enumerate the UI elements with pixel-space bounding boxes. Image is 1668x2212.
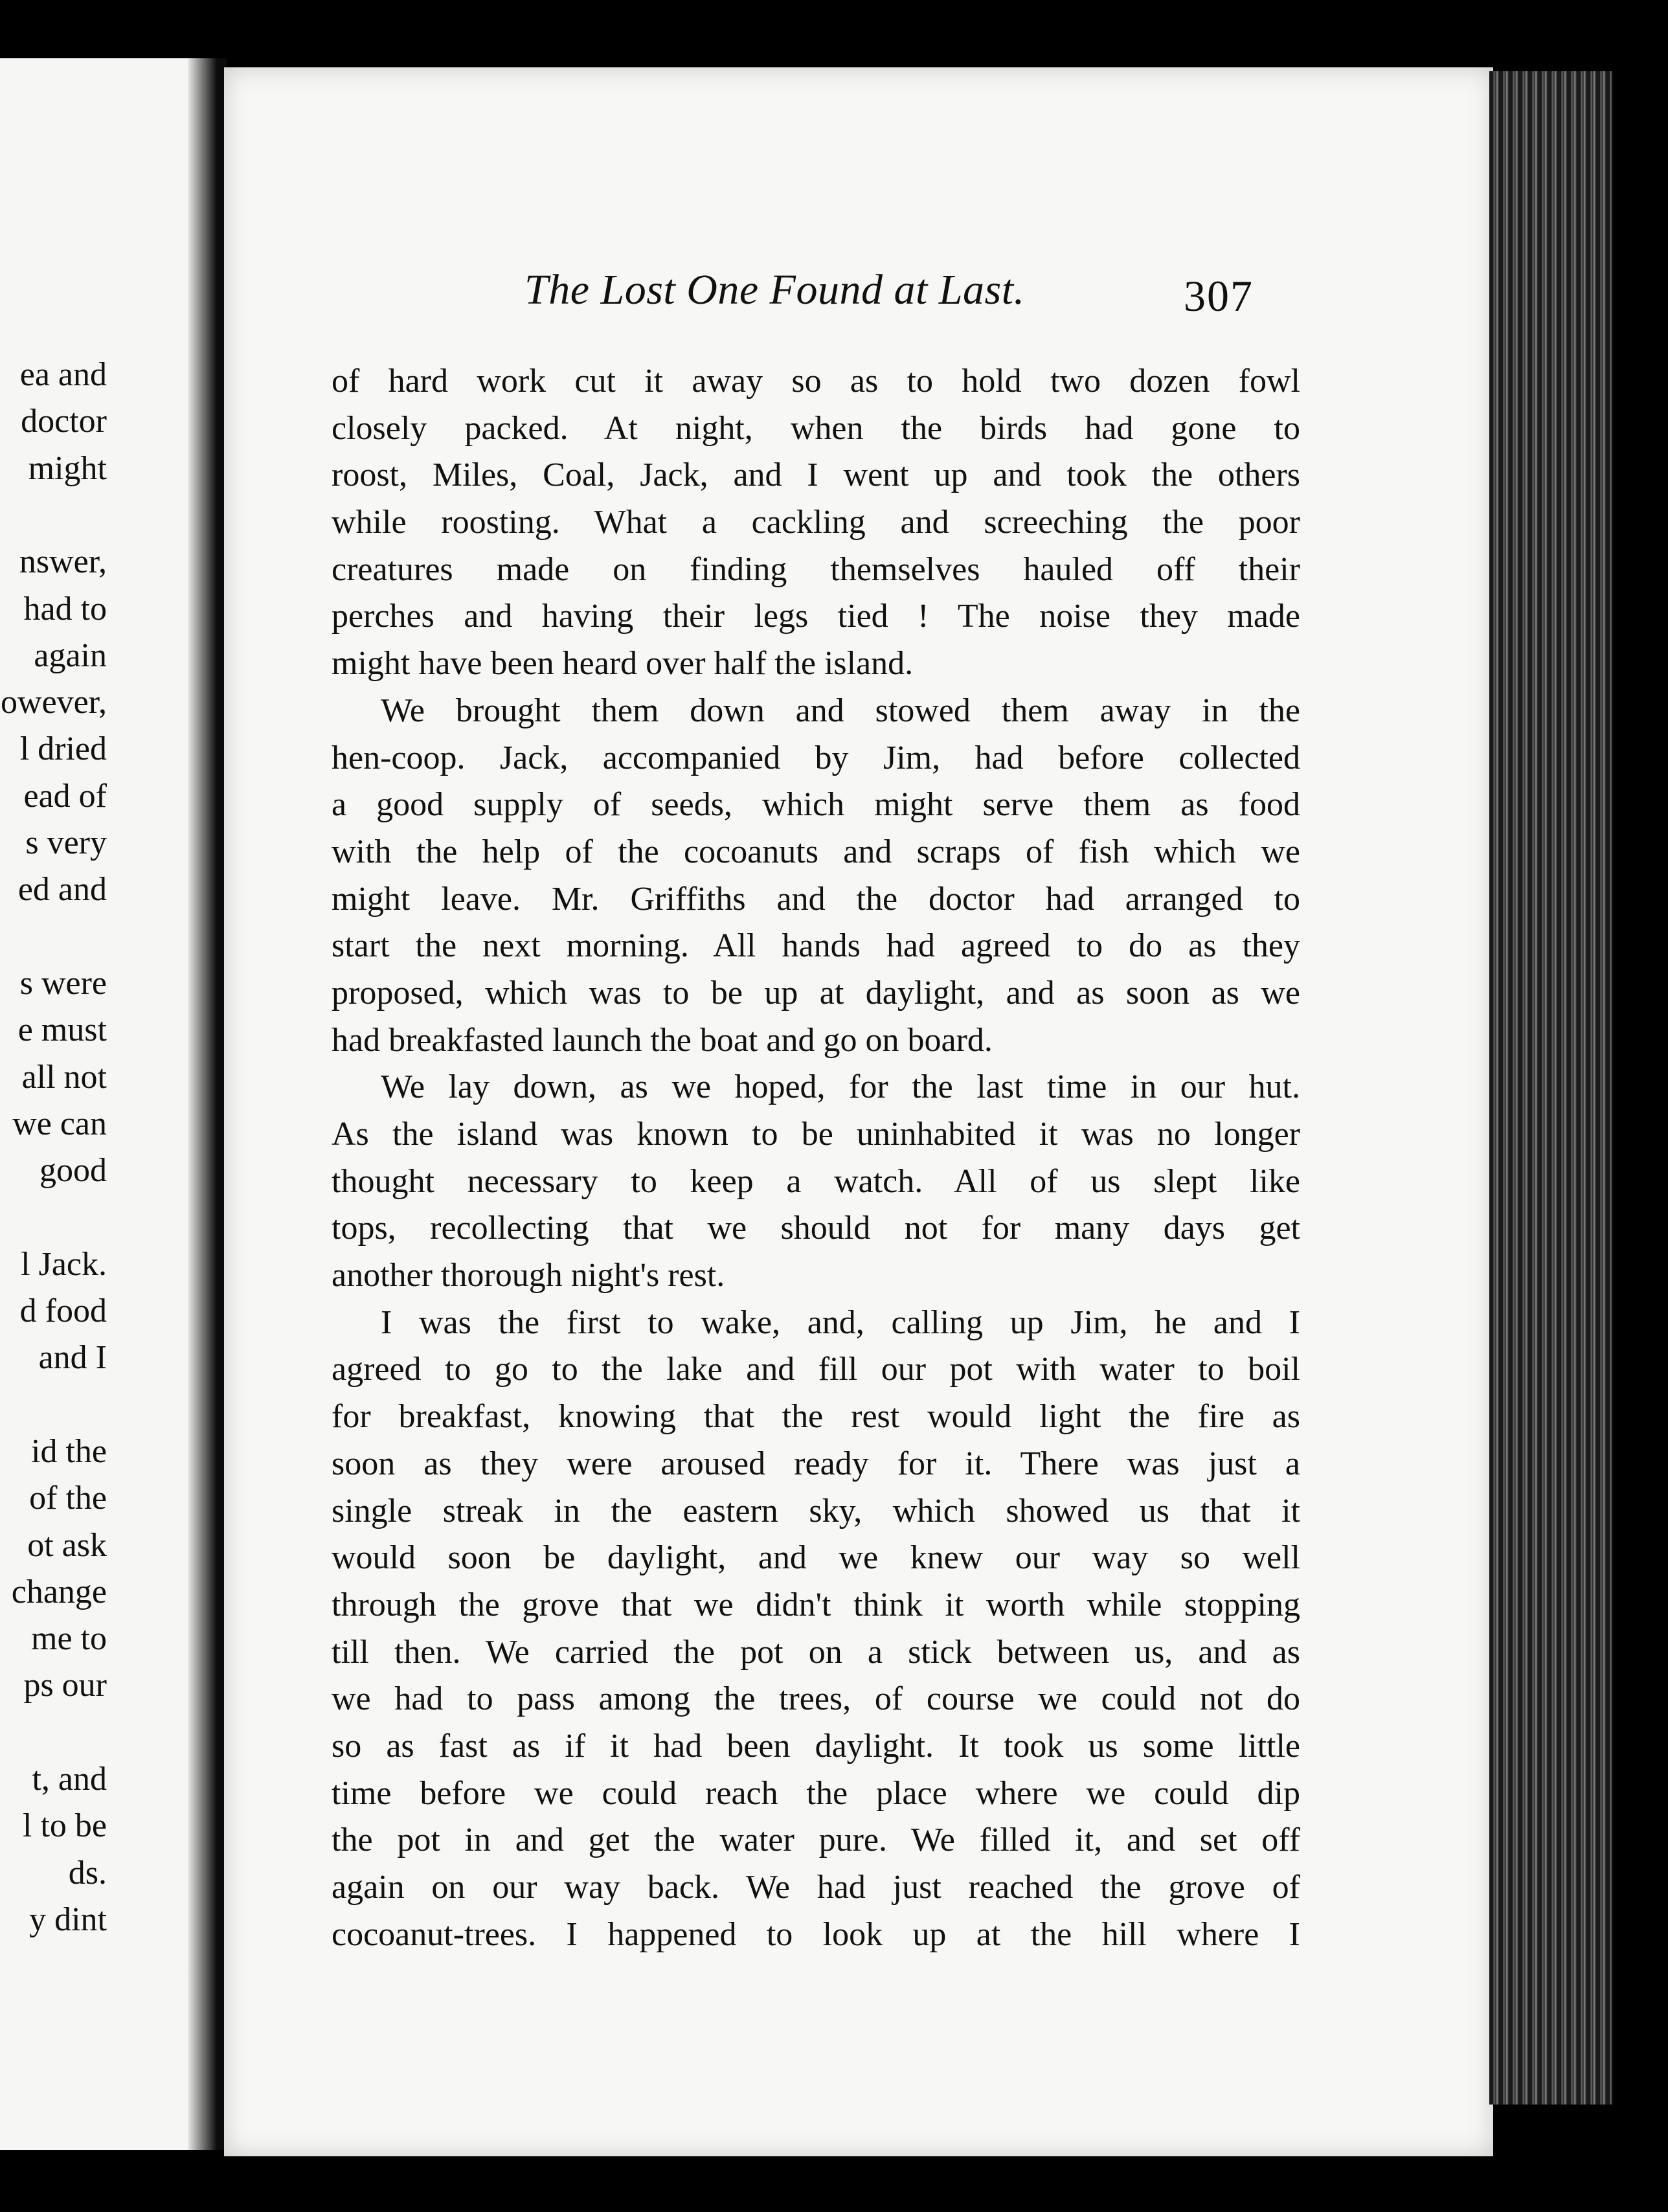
facing-page-line: might [28,449,107,487]
facing-page-line: l Jack. [21,1245,107,1283]
text-line: I was the first to wake, and, calling up Jim, he and I [381,1304,1300,1341]
text-line: agreed to go to the lake and fill our pot with water to boil [332,1351,1300,1388]
text-line: so as fast as if it had been daylight. It took us some little [332,1727,1300,1765]
book-gutter [188,58,227,2150]
paragraph [332,688,1300,1065]
facing-page-line: id the [31,1432,107,1470]
text-line: again on our way back. We had just reached the grove of [332,1869,1300,1906]
facing-page-line: me to [31,1620,107,1658]
text-line: As the island was known to be uninhabited it was no longer [332,1116,1300,1153]
facing-page-line: doctor [21,403,107,440]
facing-page-line: had to [23,590,107,627]
body-text [332,358,1300,1958]
text-line: the pot in and get the water pure. We filled it, and set off [332,1822,1300,1859]
facing-page-line: l dried [19,730,107,768]
facing-page-line: t, and [32,1761,107,1798]
facing-page-line: all not [21,1058,107,1096]
text-line: cocoanut-trees. I happened to look up at the hill where I [332,1915,1300,1953]
text-line: closely packed. At night, when the birds had gone to [332,409,1300,447]
text-line: roost, Miles, Coal, Jack, and I went up and took the others [332,457,1300,494]
facing-page-line: of the [29,1480,107,1517]
text-line: we had to pass among the trees, of course we could not do [332,1680,1300,1718]
facing-page-line: d food [19,1292,107,1329]
text-line: start the next morning. All hands had agreed to do as they [332,927,1300,965]
facing-page-line: we can [12,1105,107,1142]
facing-page-line: ps our [23,1667,107,1704]
facing-page-line: s were [19,964,107,1002]
text-line: creatures made on finding themselves hauled off their [332,550,1300,588]
text-line: through the grove that we didn't think it worth while stopping [332,1586,1300,1623]
text-line: perches and having their legs tied ! The noise they made [332,598,1300,635]
facing-page-line: e must [17,1011,107,1049]
page-edges [1489,71,1612,2105]
text-line: soon as they were aroused ready for it. There was just a [332,1445,1300,1482]
text-line: while roosting. What a cackling and screeching the poor [332,504,1300,541]
facing-page-line: and I [38,1339,107,1377]
paragraph [332,1300,1300,1959]
facing-page-line: owever, [1,684,107,721]
text-line: might leave. Mr. Griffiths and the doctor had arranged to [332,880,1300,918]
text-line: hen-coop. Jack, accompanied by Jim, had before collected [332,739,1300,776]
text-line: might have been heard over half the island. [332,645,914,683]
facing-page [0,58,188,2150]
text-line: a good supply of seeds, which might serve them as food [332,786,1300,824]
text-line: single streak in the eastern sky, which showed us that it [332,1492,1300,1529]
facing-page-line: ot ask [27,1526,107,1564]
text-line: proposed, which was to be up at daylight, and as soon as we [332,974,1300,1011]
running-title: The Lost One Found at Last. [524,266,1025,313]
text-line: tops, recollecting that we should not for many days get [332,1210,1300,1247]
facing-page-line: l to be [23,1807,107,1845]
text-line: time before we could reach the place where we could dip [332,1774,1300,1812]
text-line: of hard work cut it away so as to hold two dozen fowl [332,363,1300,400]
facing-page-line: ds. [68,1854,107,1891]
paragraph [332,1064,1300,1299]
text-line: thought necessary to keep a watch. All of us slept like [332,1162,1300,1200]
facing-page-line: nswer, [19,543,107,581]
text-line: with the help of the cocoanuts and scraps of fish which we [332,833,1300,870]
page-number: 307 [1184,271,1254,321]
facing-page-line: good [39,1152,107,1190]
text-line: had breakfasted launch the boat and go on board. [332,1021,993,1059]
text-line: would soon be daylight, and we knew our way so well [332,1539,1300,1577]
facing-page-line: again [34,637,107,674]
facing-page-line: ed and [17,871,107,909]
text-line: another thorough night's rest. [332,1257,725,1294]
facing-page-line: ea and [19,356,107,393]
paragraph [332,358,1300,688]
facing-page-line: ead of [23,777,107,815]
text-line: for breakfast, knowing that the rest would light the fire as [332,1398,1300,1436]
text-line: till then. We carried the pot on a stick between us, and as [332,1633,1300,1671]
facing-page-line: y dint [29,1901,107,1938]
facing-page-line: s very [25,824,107,861]
facing-page-line: change [11,1573,107,1610]
page-header [0,259,1327,321]
text-line: We lay down, as we hoped, for the last time in our hut. [381,1068,1300,1106]
text-line: We brought them down and stowed them away in the [381,692,1300,729]
